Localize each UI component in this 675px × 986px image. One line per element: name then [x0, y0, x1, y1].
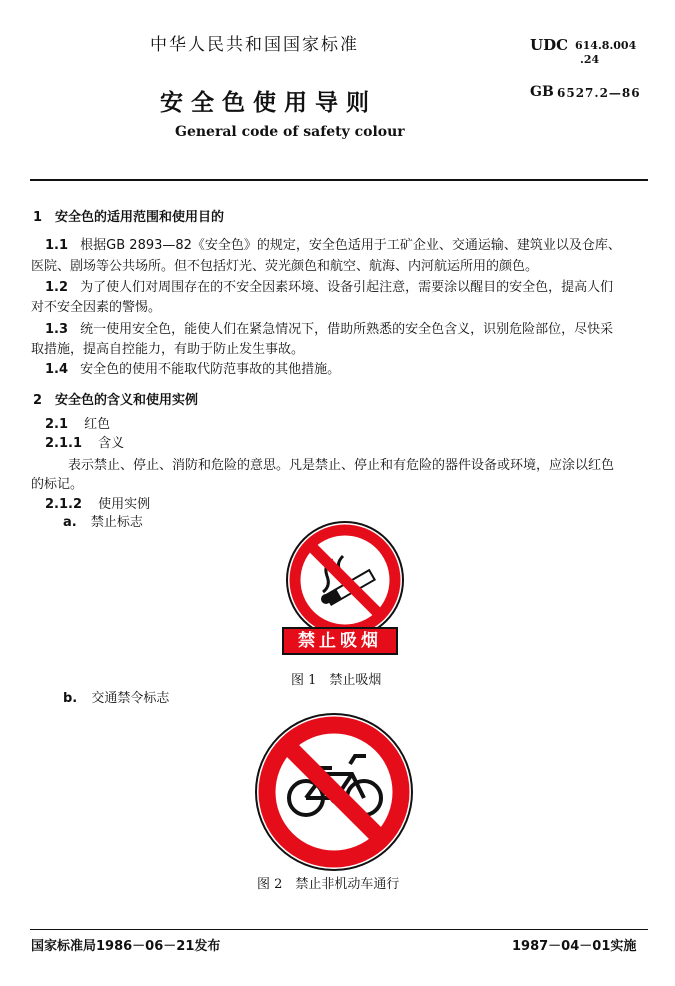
clause-text: 安全色的使用不能取代防范事故的其他措施。: [80, 362, 341, 377]
udc-number-cont: .24: [580, 53, 600, 66]
item-text: 交通禁令标志: [91, 691, 170, 706]
clause-2-1-2: [45, 496, 150, 513]
clause-text: 使用实例: [98, 497, 151, 512]
clause-number: 2.1.1: [45, 436, 83, 451]
meaning-line1: 表示禁止、停止、消防和危险的意思。凡是禁止、停止和有危险的器件设备或环境，应涂以红色: [68, 458, 615, 473]
item-marker: b.: [63, 691, 78, 706]
no-bicycle-sign-icon: [254, 712, 414, 872]
standard-category: 中华人民共和国国家标准: [150, 35, 359, 55]
page-title-english: General code of safety colour: [175, 124, 405, 140]
header-divider: [30, 179, 648, 181]
clause-1-3-line1: [45, 321, 613, 338]
clause-text: 红色: [84, 417, 111, 432]
clause-text: 为了使人们对周围存在的不安全因素环境、设备引起注意，需要涂以醒目的安全色，提高人们: [80, 280, 614, 295]
udc-number: 614.8.004: [575, 39, 637, 52]
footer-divider: [30, 929, 648, 930]
clause-1-2-line2: 对不安全因素的警惕。: [31, 300, 162, 315]
clause-text: 含义: [98, 436, 125, 451]
clause-1-1-line1: [45, 237, 621, 254]
item-text: 禁止标志: [90, 515, 143, 530]
clause-2-1: [45, 416, 110, 433]
no-smoking-label: [282, 627, 398, 655]
clause-number: 2.1: [45, 417, 69, 432]
page-title: 安全色使用导则: [160, 90, 377, 116]
udc-label: UDC: [530, 36, 569, 54]
item-a: [63, 514, 143, 531]
section-1-heading: 1 安全色的适用范围和使用目的: [33, 210, 225, 225]
clause-number: 1.1: [45, 238, 69, 253]
clause-number: 2.1.2: [45, 497, 83, 512]
figure-1-caption: 图 1 禁止吸烟: [291, 673, 382, 688]
section-2-heading: 2 安全色的含义和使用实例: [33, 393, 199, 408]
clause-1-3-line2: 取措施，提高自控能力，有助于防止发生事故。: [31, 342, 305, 357]
clause-1-1-line2: 医院、剧场等公共场所。但不包括灯光、荧光颜色和航空、航海、内河航运所用的颜色。: [31, 259, 539, 274]
clause-text: 统一使用安全色，能使人们在紧急情况下，借助所熟悉的安全色含义，识别危险部位，尽快采: [80, 322, 614, 337]
issued-date: 国家标准局1986－06－21发布: [31, 939, 221, 954]
effective-date: 1987－04－01实施: [512, 939, 637, 954]
clause-2-1-1: [45, 435, 124, 452]
item-marker: a.: [63, 515, 77, 530]
no-smoking-sign-icon: [285, 520, 405, 640]
clause-number: 1.3: [45, 322, 69, 337]
clause-number: 1.4: [45, 362, 69, 377]
item-b: [63, 690, 169, 707]
meaning-line2: 的标记。: [31, 477, 84, 492]
no-smoking-text: 禁止吸烟: [298, 631, 382, 651]
clause-1-2-line1: [45, 279, 613, 296]
clause-text: 根据GB 2893—82《安全色》的规定，安全色适用于工矿企业、交通运输、建筑业以及仓库、: [80, 238, 621, 253]
gb-label: GB: [530, 84, 554, 100]
clause-1-4: [45, 361, 340, 378]
figure-2-caption: 图 2 禁止非机动车通行: [257, 877, 400, 892]
clause-number: 1.2: [45, 280, 69, 295]
gb-number: 6527.2—86: [557, 86, 641, 100]
